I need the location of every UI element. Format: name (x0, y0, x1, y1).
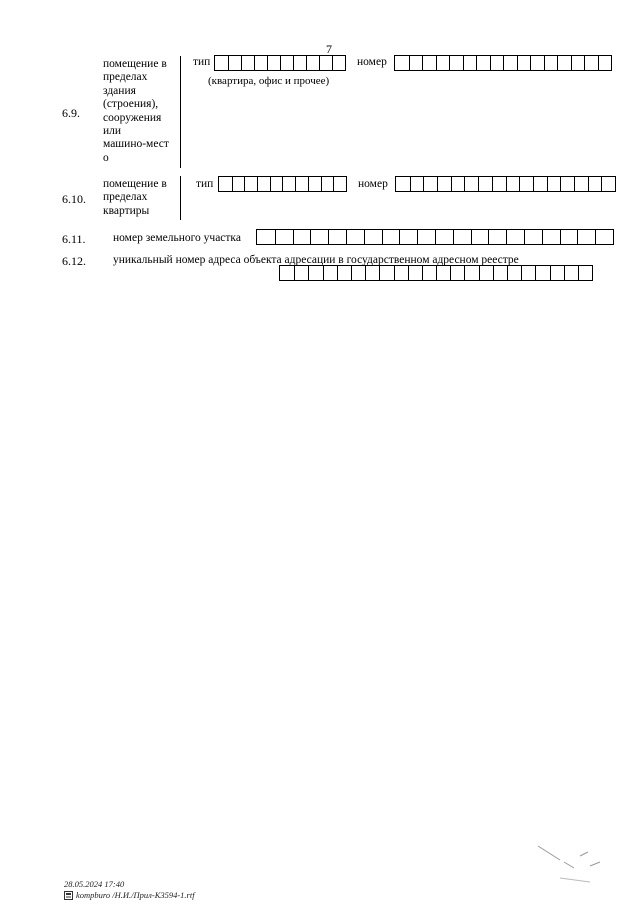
scan-mark (530, 838, 610, 888)
label-line: квартиры (103, 204, 150, 217)
label-line: (строения), (103, 98, 159, 111)
number-label-6-10: номер (358, 178, 388, 190)
section-number-6-9: 6.9. (62, 106, 80, 120)
section-label-6-10 (103, 178, 167, 218)
type-label-6-9: тип (193, 56, 211, 68)
type-field-6-10[interactable] (218, 176, 347, 192)
footer-timestamp: 28.05.2024 17:40 (64, 879, 125, 889)
section-number-6-11: 6.11. (62, 232, 86, 246)
section-label-6-9 (103, 58, 169, 165)
number-label-6-9: номер (357, 56, 387, 68)
divider-line (180, 176, 181, 220)
number-field-6-9[interactable] (394, 55, 612, 71)
page-number: 7 (326, 42, 332, 56)
section-label-6-11: номер земельного участка (113, 232, 241, 244)
type-hint-6-9: (квартира, офис и прочее) (208, 75, 330, 87)
footer-file-path: kompburo /Н.И./Прил-К3594-1.rtf (76, 890, 195, 900)
label-line: машино-мест (103, 138, 169, 151)
land-plot-number-field[interactable] (256, 229, 614, 245)
section-number-6-10: 6.10. (62, 192, 86, 206)
document-icon (64, 891, 73, 900)
type-label-6-10: тип (196, 178, 214, 190)
label-line: помещение в (103, 178, 167, 190)
footer (64, 879, 195, 901)
label-line: пределах (103, 71, 148, 84)
type-field-6-9[interactable] (214, 55, 346, 71)
label-line: пределах (103, 191, 148, 204)
unique-address-number-field[interactable] (279, 265, 593, 281)
label-line: сооружения (103, 111, 162, 124)
footer-file-line (64, 890, 195, 901)
label-line: о (103, 151, 109, 164)
divider-line (180, 56, 181, 168)
section-label-6-12: уникальный номер адреса объекта адресации в государственном адресном реестре (113, 254, 519, 266)
label-line: или (103, 125, 122, 138)
label-line: помещение в (103, 58, 167, 70)
section-number-6-12: 6.12. (62, 254, 86, 268)
number-field-6-10[interactable] (395, 176, 616, 192)
label-line: здания (103, 84, 136, 97)
